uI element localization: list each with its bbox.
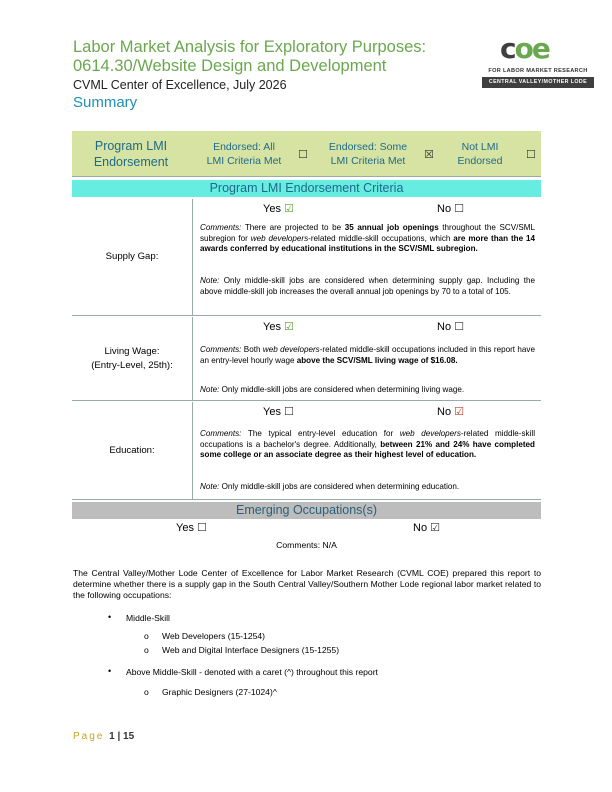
emerging-yes-no — [72, 521, 541, 535]
page-footer: Page 1 | 15 — [73, 731, 135, 742]
bullet-icon: • — [108, 612, 112, 622]
no-option: No ☑ — [413, 521, 440, 534]
checkbox-icon[interactable]: ☐ — [298, 147, 308, 161]
supply-gap-comment: Comments: There are projected to be 35 annual job openings throughout the SCV/SML subregion for web developers-related middle-skill occupations, which are more than the 14 awards conferred by educational institutions in the SCV/SML subregion. — [200, 223, 535, 254]
title-line-2: 0614.30/Website Design and Development — [73, 57, 387, 75]
checkbox-icon[interactable]: ☐ — [284, 405, 294, 418]
section-heading: Summary — [73, 94, 138, 111]
no-option: No ☑ — [437, 405, 464, 418]
endorsement-option-not: Not LMI Endorsed ☐ — [457, 141, 536, 167]
living-wage-note: Note: Only middle-skill jobs are considered when determining living wage. — [200, 385, 465, 394]
checked-x-box-icon[interactable]: ☒ — [424, 147, 434, 161]
yes-option: Yes ☑ — [263, 320, 294, 333]
no-option: No ☐ — [437, 202, 464, 215]
report-title — [73, 38, 453, 76]
endorsement-option-some: Endorsed: Some LMI Criteria Met ☒ — [328, 141, 434, 167]
education-comment: Comments: The typical entry-level education for web developers-related middle-skill occupations is a bachelor's degree. Additionally, between 21% and 24% have completed some college or an associate degree as their highest level of education. — [200, 429, 535, 460]
emerging-heading: Emerging Occupations(s) — [72, 502, 541, 519]
living-wage-yes-no — [72, 320, 541, 334]
checked-box-icon[interactable]: ☑ — [430, 521, 440, 534]
occupation-graphic-designers: Graphic Designers (27-1024)^ — [162, 687, 277, 697]
supply-gap-note: Note: Only middle-skill jobs are considered when determining supply gap. Including the above middle-skill job increases the overall annual job openings by 70 to a total of 105. — [200, 276, 535, 296]
bullet-above-middle-skill: Above Middle-Skill - denoted with a caret (^) throughout this report — [126, 667, 378, 677]
yes-option: Yes ☐ — [263, 405, 294, 418]
logo-tagline: FOR LABOR MARKET RESEARCH — [488, 68, 588, 74]
checkbox-icon[interactable]: ☐ — [197, 521, 207, 534]
supply-gap-row — [72, 199, 541, 316]
endorsement-row — [72, 131, 541, 177]
supply-gap-yes-no — [72, 202, 541, 216]
divider — [192, 199, 193, 315]
checkbox-icon[interactable]: ☐ — [454, 202, 464, 215]
coe-logo — [478, 34, 594, 90]
report-subline: CVML Center of Excellence, July 2026 — [73, 78, 287, 92]
sub-bullet-icon: o — [144, 687, 149, 697]
logo-mark: coe — [500, 32, 549, 65]
living-wage-row — [72, 317, 541, 401]
yes-option: Yes ☐ — [176, 521, 207, 534]
occupation-web-developers: Web Developers (15-1254) — [162, 631, 266, 641]
checked-box-icon[interactable]: ☑ — [284, 202, 294, 215]
sub-bullet-icon: o — [144, 645, 149, 655]
living-wage-comment: Comments: Both web developers-related middle-skill occupations included in this report have an entry-level hourly wage above the SCV/SML living wage of $16.08. — [200, 345, 535, 365]
bullet-icon: • — [108, 666, 112, 676]
endorsement-option-all: Endorsed: All LMI Criteria Met ☐ — [206, 141, 308, 167]
yes-option: Yes ☑ — [263, 202, 294, 215]
title-line-1: Labor Market Analysis for Exploratory Purposes: — [73, 38, 427, 56]
education-note: Note: Only middle-skill jobs are considered when determining education. — [200, 482, 460, 491]
education-yes-no — [72, 405, 541, 419]
living-wage-label: Living Wage: (Entry-Level, 25th): — [91, 345, 173, 371]
checkbox-icon[interactable]: ☐ — [454, 320, 464, 333]
intro-paragraph: The Central Valley/Mother Lode Center of Excellence for Labor Market Research (CVML COE) prepared this report to determine whether there is a supply gap in the South Central Valley/Southern Mother Lode regional labor market related to the following occupations: — [73, 568, 541, 600]
logo-region-bar: CENTRAL VALLEY/MOTHER LODE — [482, 77, 594, 88]
bullet-middle-skill: Middle-Skill — [126, 613, 170, 623]
education-label: Education: — [109, 444, 155, 456]
endorsement-label: Program LMI Endorsement — [93, 139, 169, 169]
checkbox-icon[interactable]: ☐ — [526, 147, 536, 161]
checked-box-icon[interactable]: ☑ — [454, 405, 464, 418]
occupation-web-interface-designers: Web and Digital Interface Designers (15-1255) — [162, 645, 340, 655]
criteria-heading: Program LMI Endorsement Criteria — [72, 180, 541, 197]
education-row — [72, 402, 541, 500]
no-option: No ☐ — [437, 320, 464, 333]
checked-box-icon[interactable]: ☑ — [284, 320, 294, 333]
supply-gap-label: Supply Gap: — [105, 251, 159, 262]
emerging-comments: Comments: N/A — [276, 540, 337, 550]
sub-bullet-icon: o — [144, 631, 149, 641]
